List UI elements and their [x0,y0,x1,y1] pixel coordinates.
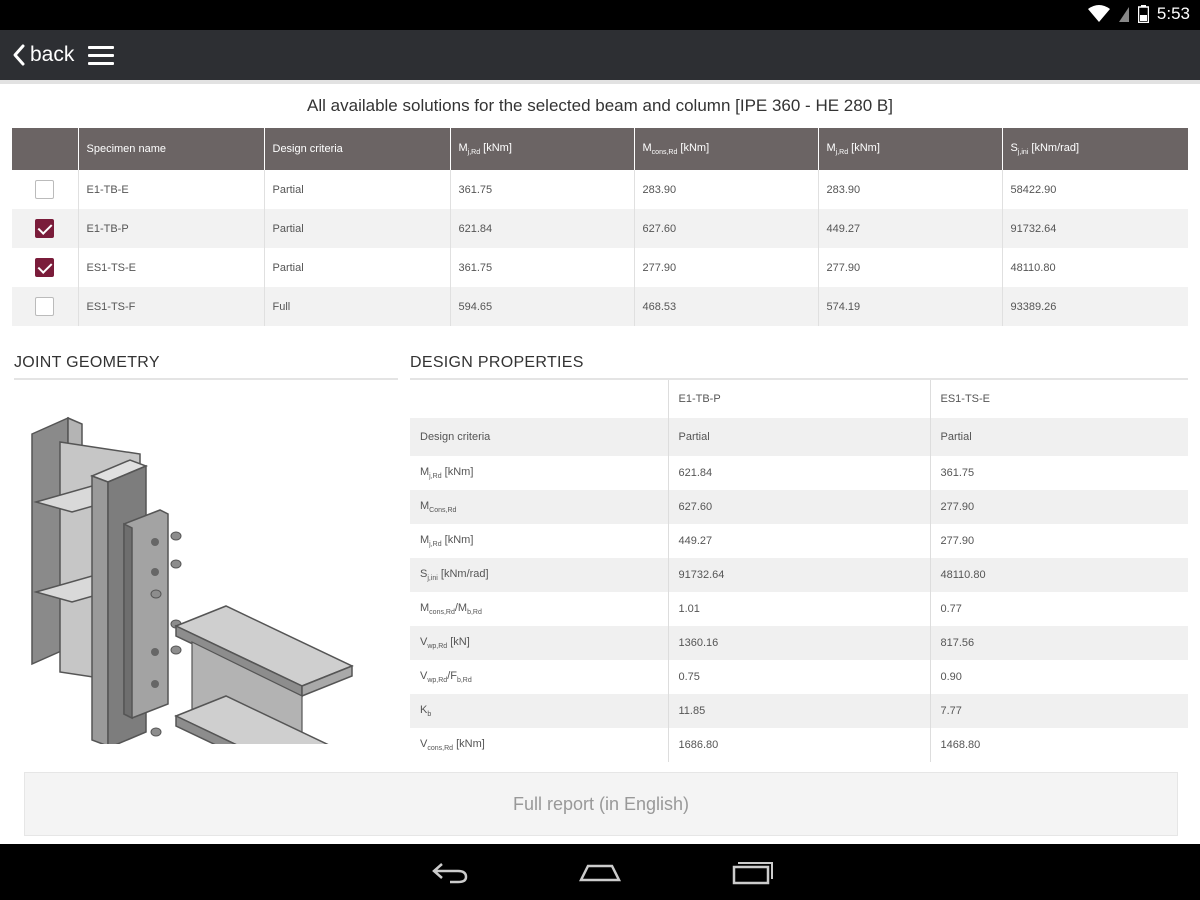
header-s-ini-sub: j,ini [1017,149,1029,157]
prop-label [410,558,668,592]
prop-value-2: 277.90 [930,490,1188,524]
prop-label [410,728,668,762]
prop-label-sub: wp,Rd [427,643,448,651]
table-row [410,728,1188,762]
cell-specimen: E1-TB-E [78,170,264,209]
prop-label-unit: [kNm] [441,465,474,478]
table-row [410,524,1188,558]
cell-m-cons: 468.53 [634,287,818,326]
prop-value-1: 621.84 [668,456,930,490]
row-checkbox[interactable] [35,180,54,199]
nav-home-button[interactable] [578,856,622,888]
prop-label-symbol: M [420,499,430,512]
prop-value-2: 0.90 [930,660,1188,694]
header-m-pl-symbol: M [826,141,836,154]
prop-value-1: 11.85 [668,694,930,728]
prop-value-1: Partial [668,418,930,456]
header-m-pl [818,128,1002,170]
prop-label-unit: [kNm] [441,533,474,546]
header-s-ini [1002,128,1188,170]
header-m-cons-symbol: M [642,141,652,154]
full-report-button[interactable]: Full report (in English) [24,772,1178,836]
solutions-header-row [12,128,1188,170]
prop-value-2: 1468.80 [930,728,1188,762]
table-row [410,490,1188,524]
row-checkbox[interactable] [35,219,54,238]
prop-label-sub: b [427,711,432,719]
nav-back-button[interactable] [428,856,472,888]
home-icon [578,860,622,884]
cell-m-cons: 283.90 [634,170,818,209]
cell-m-pl: 283.90 [818,170,1002,209]
prop-value-2: 48110.80 [930,558,1188,592]
prop-label [410,592,668,626]
back-label: back [30,43,75,66]
hamburger-icon-line [88,54,114,57]
table-row [410,592,1188,626]
table-row [410,558,1188,592]
back-button[interactable] [8,30,78,80]
header-m-cons [634,128,818,170]
prop-label-symbol: V [420,635,428,648]
table-row[interactable] [12,170,1188,209]
cell-specimen: ES1-TS-E [78,248,264,287]
prop-label-symbol: M [420,465,430,478]
header-m-cons-unit: [kNm] [677,141,710,154]
prop-value-2: 817.56 [930,626,1188,660]
prop-label-sub: j,ini [427,575,438,583]
cell-m-cons: 627.60 [634,209,818,248]
cell-s-ini: 48110.80 [1002,248,1188,287]
prop-label [410,694,668,728]
table-row [410,694,1188,728]
prop-value-1: 1.01 [668,592,930,626]
page-title: All available solutions for the selected beam and column [IPE 360 - HE 280 B] [307,96,893,115]
design-properties-title: DESIGN PROPERTIES [410,354,1188,380]
prop-label-sub: j,Rd [429,541,442,549]
header-m-pl-sub: j,Rd [835,149,849,157]
recents-icon [730,859,774,885]
prop-label-symbol: V [420,737,428,750]
cell-criteria: Full [264,287,450,326]
prop-label-unit-sub: b,Rd [456,677,472,685]
cell-m-jrd: 594.65 [450,287,634,326]
prop-label-unit: /M [454,601,468,614]
prop-value-2: 0.77 [930,592,1188,626]
row-checkbox[interactable] [35,258,54,277]
nav-recents-button[interactable] [730,856,774,888]
header-m-jrd-unit: [kNm] [480,141,512,154]
props-header-col1: E1-TB-P [668,380,930,418]
prop-value-2: 277.90 [930,524,1188,558]
cell-m-jrd: 361.75 [450,248,634,287]
prop-label-sub: wp,Rd [427,677,448,685]
row-checkbox[interactable] [35,297,54,316]
prop-value-1: 627.60 [668,490,930,524]
prop-label-unit: [kNm] [453,737,485,750]
prop-label: Design criteria [410,418,668,456]
header-select [12,128,78,170]
row-select-cell [12,248,78,287]
row-select-cell [12,209,78,248]
navigation-bar [0,844,1200,900]
prop-label [410,456,668,490]
prop-label-sub: cons,Rd [427,745,454,753]
hamburger-icon [88,46,114,49]
prop-label-sub: Cons,Rd [429,507,457,515]
prop-label-symbol: M [420,533,430,546]
prop-label-symbol: V [420,669,428,682]
prop-label [410,660,668,694]
prop-label-unit-sub: b,Rd [467,609,482,617]
prop-value-2: Partial [930,418,1188,456]
joint-geometry-title: JOINT GEOMETRY [14,354,398,380]
status-icons [1088,4,1190,24]
prop-label [410,524,668,558]
prop-value-1: 1360.16 [668,626,930,660]
header-specimen: Specimen name [78,128,264,170]
table-row [410,418,1188,456]
cell-m-jrd: 621.84 [450,209,634,248]
header-m-cons-sub: cons,Rd [651,149,678,157]
cell-criteria: Partial [264,170,450,209]
header-s-ini-unit: [kNm/rad] [1028,141,1080,154]
wifi-icon [1088,5,1110,23]
cell-m-pl: 277.90 [818,248,1002,287]
props-header-col2: ES1-TS-E [930,380,1188,418]
table-row [410,456,1188,490]
battery-icon [1138,5,1149,23]
prop-label-unit: /F [447,669,457,682]
prop-label-symbol: S [420,567,428,580]
row-select-cell [12,287,78,326]
menu-button[interactable] [88,30,114,80]
content-area [0,80,1200,844]
header-m-jrd-sub: j,Rd [467,149,481,157]
cell-m-pl: 574.19 [818,287,1002,326]
hamburger-icon-line [88,62,114,65]
header-m-jrd [450,128,634,170]
prop-label-sub: cons,Rd [429,609,455,617]
prop-label [410,626,668,660]
row-select-cell [12,170,78,209]
prop-label [410,490,668,524]
props-header-empty [410,380,668,418]
prop-label-sub: j,Rd [429,473,442,481]
status-bar [0,0,1200,30]
table-row[interactable] [12,287,1188,326]
status-time: 5:53 [1156,4,1190,23]
cell-specimen: E1-TB-P [78,209,264,248]
back-arrow-icon [430,860,470,884]
prop-label-symbol: K [420,703,428,716]
cell-specimen: ES1-TS-F [78,287,264,326]
prop-value-1: 91732.64 [668,558,930,592]
prop-value-1: 0.75 [668,660,930,694]
solutions-table [12,128,1188,326]
joint-geometry-illustration [20,414,370,744]
chevron-left-icon [12,43,26,67]
table-row [410,660,1188,694]
header-m-pl-unit: [kNm] [848,141,880,154]
table-row[interactable] [12,209,1188,248]
cell-criteria: Partial [264,209,450,248]
cell-s-ini: 58422.90 [1002,170,1188,209]
cell-m-pl: 449.27 [818,209,1002,248]
table-row [410,626,1188,660]
app-bar [0,30,1200,80]
cell-s-ini: 93389.26 [1002,287,1188,326]
prop-value-2: 7.77 [930,694,1188,728]
design-properties-table [410,380,1188,762]
header-criteria: Design criteria [264,128,450,170]
props-header-row [410,380,1188,418]
header-m-jrd-symbol: M [458,141,468,154]
prop-label-symbol: M [420,601,430,614]
cell-m-jrd: 361.75 [450,170,634,209]
cell-criteria: Partial [264,248,450,287]
prop-label-unit: [kN] [447,635,470,648]
prop-value-1: 1686.80 [668,728,930,762]
header-s-ini-symbol: S [1010,141,1018,154]
signal-x-icon [1118,5,1130,23]
prop-label-unit: [kNm/rad] [437,567,489,580]
cell-m-cons: 277.90 [634,248,818,287]
prop-value-1: 449.27 [668,524,930,558]
cell-s-ini: 91732.64 [1002,209,1188,248]
table-row[interactable] [12,248,1188,287]
prop-value-2: 361.75 [930,456,1188,490]
